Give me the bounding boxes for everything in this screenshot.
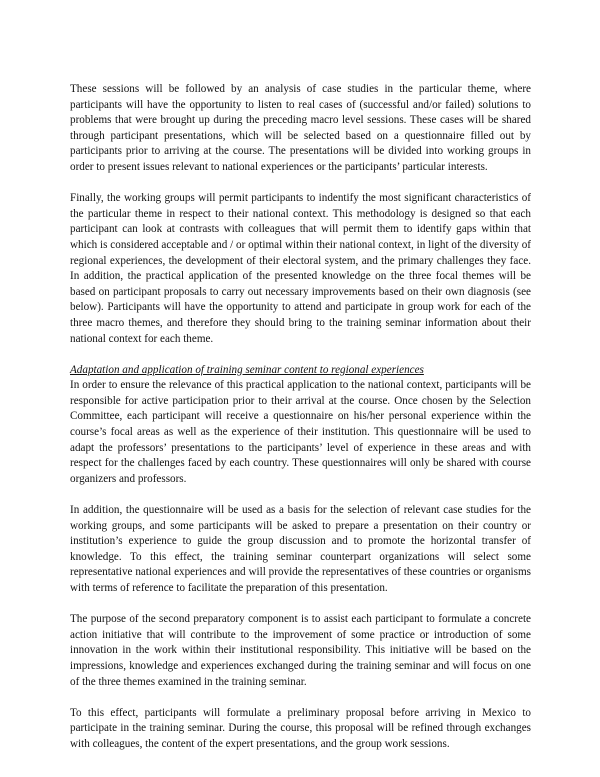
paragraph-case-studies: These sessions will be followed by an analysis of case studies in the particular theme, where participants will have the opportunity to listen to real cases of (successful and/or failed) solutions to problems that were brought up during the preceding macro level sessions. These cases will be shared through participant presentations, which will be selected based on a questionnaire filled out by participants prior to arriving at the course. The presentations will be divided into working groups in order to present issues relevant to national experiences or the participants’ particular interests. bbox=[70, 83, 531, 173]
paragraph-preliminary-proposal: To this effect, participants will formulate a preliminary proposal before arriving in Mexico to participate in the training seminar. During the course, this proposal will be refined through exchanges with colleagues, the content of the expert presentations, and the group work sessions. bbox=[70, 706, 531, 750]
paragraph-working-groups: Finally, the working groups will permit participants to indentify the most significant characteristics of the particular theme in respect to their national context. This methodology is designed so that each participant can look at contrasts with colleagues that will permit them to identify gaps within that which is considered acceptable and / or optimal within their national context, in light of the diversity of regional experiences, the development of their electoral system, and the primary challenges they face. In addition, the practical application of the presented knowledge on the three focal themes will be based on participant proposals to carry out necessary improvements based on their own diagnosis (see below). Participants will have the opportunity to attend and participate in group work for each of the three macro themes, and therefore they should bring to the training seminar information about their national context for each theme. bbox=[70, 192, 531, 345]
section-heading: Adaptation and application of training seminar content to regional experiences bbox=[70, 363, 424, 376]
paragraph-relevance: In order to ensure the relevance of this practical application to the national context, participants will be responsible for active participation prior to their arrival at the course. Once chosen by the Selection Committee, each participant will receive a questionnaire on his/her personal experience within the course’s focal areas as well as the experience of their institution. This questionnaire will be used to adapt the professors’ presentations to the participants’ level of experience in these areas and with respect for the challenges faced by each country. These questionnaires will only be shared with course organizers and professors. bbox=[70, 379, 531, 485]
paragraph-questionnaire: In addition, the questionnaire will be used as a basis for the selection of relevant case studies for the working groups, and some participants will be asked to prepare a presentation on their country or institution’s experience to guide the group discussion and to promote the horizontal transfer of knowledge. To this effect, the training seminar counterpart organizations will select some representative national experiences and will provide the representatives of these countries or organisms with terms of reference to facilitate the preparation of this presentation. bbox=[70, 504, 531, 594]
paragraph-second-component: The purpose of the second preparatory component is to assist each participant to formulate a concrete action initiative that will contribute to the improvement of some practice or introduction of some innovation in the work within their institutional responsibility. This initiative will be based on the impressions, knowledge and experiences exchanged during the training seminar and will focus on one of the three themes examined in the training seminar. bbox=[70, 613, 531, 688]
